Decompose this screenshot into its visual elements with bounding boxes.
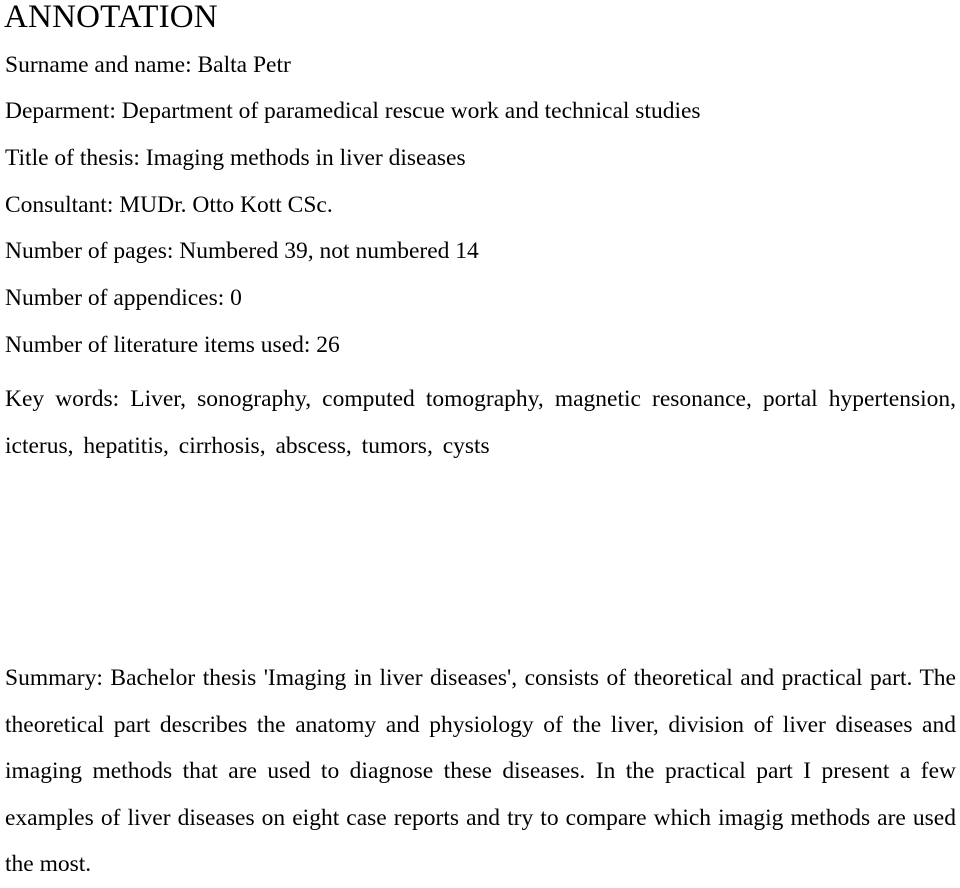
keywords-paragraph: Key words: Liver, sonography, computed tomography, magnetic resonance, portal hypertension, icterus, hepatitis, cirrhosis, abscess, tumors, cysts bbox=[5, 386, 956, 459]
surname-field: Surname and name: Balta Petr bbox=[5, 52, 291, 78]
department-field: Deparment: Department of paramedical rescue work and technical studies bbox=[5, 98, 701, 124]
literature-count-field: Number of literature items used: 26 bbox=[5, 332, 340, 358]
appendices-count-field: Number of appendices: 0 bbox=[5, 285, 242, 311]
summary-paragraph: Summary: Bachelor thesis 'Imaging in liver diseases', consists of theoretical and practical part. The theoretical part describes the anatomy and physiology of the liver, division of liver diseases and imaging methods that are used to diagnose these diseases. In the practical part I present a few examples of liver diseases on eight case reports and try to compare which imagig methods are used the most. bbox=[5, 665, 956, 877]
page-title: ANNOTATION bbox=[4, 0, 218, 35]
consultant-field: Consultant: MUDr. Otto Kott CSc. bbox=[5, 192, 333, 218]
pages-count-field: Number of pages: Numbered 39, not numbered 14 bbox=[5, 238, 479, 264]
thesis-title-field: Title of thesis: Imaging methods in liver diseases bbox=[5, 145, 466, 171]
